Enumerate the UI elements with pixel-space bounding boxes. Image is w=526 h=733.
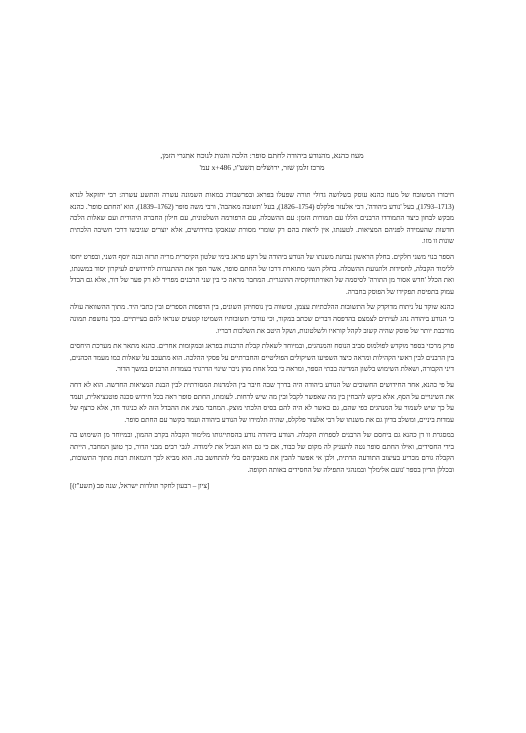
paragraph: חיבורו המשובח של מעוז כהנא עוסק בשלושה גדולי תורה שפעלו בפראג ובפרשבורג במאות השמונה עשרה והתשע עשרה: רבי יחזקאל לנדא (1713–1793), בעל 'נודע ביהודה', רבי אלעזר פלקלס (1754–1826), בעל 'תשובה מאהבה', ורבי משה סופר (1762–1839), הוא 'החתם סופר'. כהנא מבקש לבחון כיצד התמודדו הרבנים הללו עם תמורות הזמן: עם ההשכלה, עם הרפורמה השלטונית, עם חילון החברה היהודית ועם שאלות הלכה חדשות שהעמידה לפניהם המציאות. לטענתו, אין לראות בהם רק שומרי מסורת שנאבקו בחידושים, אלא יוצרים שגיבשו דרכי חשיבה הלכתית שונות זו מזו.: [70, 191, 455, 246]
review-body: [70, 190, 454, 477]
journal-citation: [ציון – רבעון לחקר תולדות ישראל, שנה פב (תשע"ז)]: [70, 481, 210, 490]
paragraph: פרק מרכזי בספר מוקדש לפולמוס סביב הנוסח והמנהגים, ובמיוחד לשאלת קבלת הרבנות בפראג ובמקומות אחרים. כהנא מתאר את מערכת היחסים בין הרבנים לבין ראשי הקהילות ומראה כיצד השפיעו השיקולים הפוליטיים והחברתיים על פסקי ההלכה. הוא מתעכב על שאלות כמו מעמד הכהנים, דיני הקבורה, ושאלת השימוש בלשון המדינה בבתי הספר, ומראה כי בכל אחת מהן ניכר שינוי הדרגתי בעמדות הרבנים במשך הדור.: [70, 342, 454, 374]
book-title-line: מעוז כהנא, מהנודע ביהודה לחתם סופר: הלכה והגות לנוכח אתגרי הזמן,: [160, 151, 364, 160]
paragraph: הספר בנוי משני חלקים. בחלק הראשון נבחנת משנתו של הנודע ביהודה על רקע פראג בימי שלטון הקיסרית מריה תרזה ובנה יוסף השני, ובפרט יחסו ללימוד הקבלה, לחסידות ולתנועת ההשכלה. בחלק השני מתוארת דרכו של החתם סופר, אשר הפך את ההתנגדות לחידושים לעיקרון יסוד במשנתו, ואת הכלל 'חדש אסור מן התורה' לסיסמה של האורתודוקסיה ההונגרית. המחבר מראה כי בין שני הרבנים מפריד לא רק פער של דור, אלא גם הבדל עמוק בתפיסת תפקידו של הפוסק בחברה.: [70, 252, 454, 296]
paragraph: על פי כהנא, אחד החידושים החשובים של הנודע ביהודה היה בדרך שבה חיבר בין הלמדנות המסורתית לבין הבנת המציאות החדשה. הוא לא דחה את השינויים על הסף, אלא ביקש להבחין בין מה שאפשר לקבל ובין מה שיש לדחות. לעומתו, החתם סופר ראה בכל חידוש סכנה פוטנציאלית, ועמד על כך שיש לשמור על המנהגים כפי שהם, גם כאשר לא היה להם בסיס הלכתי מוצק. המחבר מציג את ההבדל הזה לא כניגוד חד, אלא כרצף של עמדות ביניים, ומשלב בדיון גם את משנתו של רבי אלעזר פלקלס, שהיה תלמידו של הנודע ביהודה ועמד בקשר עם החתם סופר.: [70, 380, 454, 424]
publication-details-line: מרכז זלמן שזר, ירושלים תשע"ו, x+486 עמ': [199, 163, 325, 172]
paragraph: כהנא שוקד על ניתוח מדוקדק של התשובות ההלכתיות עצמן, ומשווה בין נוסחיהן השונים, בין הדפסות הספרים ובין כתבי היד. מתוך ההשוואה עולה כי הנודע ביהודה נהג לעיתים לצמצם בהדפסה דברים שכתב במקור, וכי עורכי תשובותיו השמיטו קטעים שנראו להם בעייתיים. בכך נחשפת תמונה מורכבת יותר של פוסק שהיה קשוב לקהל קוראיו ולשלטונות, ושקל היטב את השלכות דבריו.: [70, 303, 454, 335]
paragraph: במסגרת זו דן כהנא גם ביחסם של הרבנים לספרות הקבלה. הנודע ביהודה נודע בהסתייגותו מלימוד הקבלה בקרב ההמון, ובמיוחד מן השימוש בה בידי החסידים, ואילו החתם סופר נטה להעניק לה מקום של כבוד, אם כי גם הוא הגביל את לימודה. לגבי רבים מבני הדור, כך טוען המחבר, הייתה הקבלה גורם מכריע בעיצוב התודעה הדתית, ולכן אי אפשר להבין את מאבקיהם בלי להתחשב בה. הוא מביא לכך דוגמאות רבות מתוך התשובות, ובכללן הדיון בספר 'נועם אלימלך' ובמנהגי התפילה של החסידים באותה תקופה.: [70, 431, 454, 475]
review-header: [70, 150, 454, 174]
review-page: [70, 150, 454, 492]
